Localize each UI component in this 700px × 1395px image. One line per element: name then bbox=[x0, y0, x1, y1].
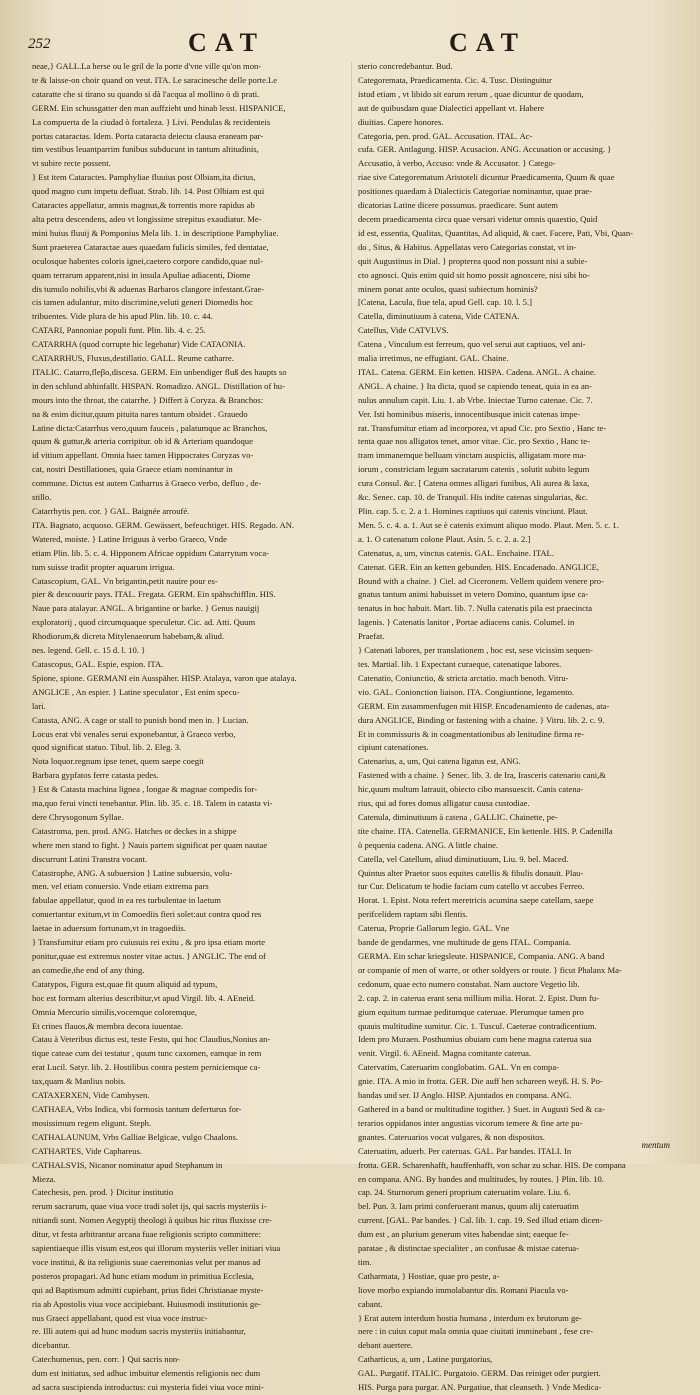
text-line: Catervatim, Cateruarim conglobatim. GAL. Vn en compa- bbox=[358, 1062, 560, 1073]
text-line: gnatus tantum animi habuisset in vetero Domino, quantum ipse ca- bbox=[358, 589, 589, 600]
text-line: gnie. ITA. A mio in frotta. GER. Die auff hen schareen weyß. H. S. Po- bbox=[358, 1076, 603, 1087]
text-line: posteros propagari. Ad hunc etiam modum in primitiua Ecclesia, bbox=[32, 1270, 254, 1281]
text-line: tax,quam & Manlius nobis. bbox=[32, 1076, 126, 1087]
text-line: tite chaine. ITA. Catenella. GERMANICE, Ein kettenle. HIS. P. Cadenilla bbox=[358, 825, 613, 836]
text-line: debant auertere. bbox=[358, 1340, 413, 1351]
text-line: pier & descouurir pays. ITAL. Fregata. GERM. Ein spähschifflin. HIS. bbox=[32, 589, 276, 600]
text-line: cabant. bbox=[358, 1298, 383, 1309]
text-line: Catascopium, GAL. Vn brigantin,petit nauire pour es- bbox=[32, 575, 218, 586]
text-line: nere : in cuius caput mala omnia quae ciuitati imminebant , fese cre- bbox=[358, 1326, 594, 1337]
text-line: riae sive Categorematum Aristoteli dicuntur Praedicamenta, Quum & quae bbox=[358, 172, 615, 183]
text-line: nus Graeci appellabant, quod est viua voce instruc- bbox=[32, 1312, 208, 1323]
text-line: nes. legend. Gell. c. 15 d. l. 10. } bbox=[32, 645, 146, 656]
text-line: tique cateae cum dei testatur , quum tunc caxomen, eamque in rem bbox=[32, 1048, 262, 1059]
text-line: cataratte che si tirano su quando si dà l'acqua al mollino ò di prati. bbox=[32, 88, 260, 99]
text-line: oculosque habentes coloris ignei,caetero corpore candido,quae nul- bbox=[32, 255, 263, 266]
text-line: Mieza. bbox=[32, 1173, 56, 1184]
text-line: Catella, diminutiuum à catena, Vide CATENA. bbox=[358, 311, 520, 322]
text-line: te & laisse-on choir quand on veut. ITA. Le saracinesche delle porte.Le bbox=[32, 74, 278, 85]
text-line: Catechumenus, pen. corr. } Qui sacris non- bbox=[32, 1354, 181, 1365]
text-line: frotta. GER. Scharenhafft, hauffenhafft, von schar zu schar. HIS. De compana bbox=[358, 1159, 626, 1170]
text-line: where men stand to fight. } Nauis partem significat per quam nautae bbox=[32, 839, 268, 850]
text-line: voce institui, & ita religionis suae caeremonias velut per manus ad bbox=[32, 1256, 261, 1267]
text-line: Men. 5. c. 4. a. 1. Aut se è catenis eximunt aliquo modo. Plaut. Men. 5. c. 1. bbox=[358, 519, 619, 530]
text-line: terarios oppidanos inter angustias vicorum temere & fine arte pu- bbox=[358, 1117, 583, 1128]
text-line: na & enim dicitur,quum pituita nares tantum obsidet . Grauedo bbox=[32, 408, 248, 419]
text-line: nitiandi sunt. Nomen Aegyptij theologi à quibus hic ritus fluxisse cre- bbox=[32, 1215, 272, 1226]
text-line: tes. Martial. lib. 1 Expectant curaeque, catenatique labores. bbox=[358, 658, 562, 669]
text-line: ma,quo ferui vincti tenebantur. Plin. lib. 35. c. 18. Talem in catasta vi- bbox=[32, 798, 273, 809]
text-line: ria ab Apostolis viua voce accipiebant. Huiusmodi institutionis ge- bbox=[32, 1298, 261, 1309]
text-line: Catella, vel Catellum, aliud diminutiuum, Liu. 9. bel. Maced. bbox=[358, 853, 569, 864]
text-line: ITALIC. Catarro,fleβo,discesa. GERM. Ein unbendiger fluß des haupts so bbox=[32, 366, 287, 377]
text-line: } Catenati labores, per translationem , hoc est, sese vicissim sequen- bbox=[358, 645, 593, 656]
text-line: conuertantur exitum,vt in Comoediis fieri solet:aut contra quod res bbox=[32, 909, 262, 920]
text-line: current. [GAL. Par bandes. } Cal. lib. 1. cap. 19. Sed illud etiam dicen- bbox=[358, 1215, 603, 1226]
text-line: CATARRHA (quod corrupte hic legebatur) Vide CATAONIA. bbox=[32, 339, 246, 350]
text-line: Catastrophe, ANG. A subuersion } Latine subuersio, volu- bbox=[32, 867, 233, 878]
text-line: tum suisse tradit propter aquarum irrigua. bbox=[32, 561, 175, 572]
text-line: [Catena, Lacula, fiue tela, apud Gell. cap. 10. l. 5.] bbox=[358, 297, 532, 308]
text-line: } Transfumitur etiam pro cuiusuis rei exitu , & pro ipsa etiam morte bbox=[32, 937, 266, 948]
text-line: Catascopus, GAL. Espie, espion. ITA. bbox=[32, 658, 164, 669]
text-line: Bound with a chaine. } Ciel. ad Ciceronem. Vellem quidem venere pro- bbox=[358, 575, 604, 586]
text-line: Nota loquor.regnum ipse tenet, quem saepe coegit bbox=[32, 756, 204, 767]
text-line: discurrunt Latini Transtra vocant. bbox=[32, 853, 148, 864]
text-line: CATHALAUNUM, Vrbs Galliae Belgicae, vulgo Chaalons. bbox=[32, 1131, 239, 1142]
text-line: } Erat autem interdum hostia humana , interdum ex brutorum ge- bbox=[358, 1312, 582, 1323]
text-line: tim. bbox=[358, 1256, 372, 1267]
text-line: bande de gendarmes, vne multitude de gens ITAL. Compania. bbox=[358, 937, 571, 948]
text-line: GERM. Ein zusammenfugen mit HISP. Encadenamiento de cadenas, ata- bbox=[358, 700, 610, 711]
text-line: Spione, spione. GERMANI ein Ausspäher. HISP. Atalaya, varon que atalaya. bbox=[32, 672, 297, 683]
text-line: quod magno cum impetu defluat. Strab. lib. 14. Post Olbiam est qui bbox=[32, 186, 265, 197]
text-line: dicatorias Latine dicere possumus. praedicare. Sunt autem bbox=[358, 200, 558, 211]
text-line: bel. Pun. 3. Iam primi conferuerant manus, quum alij cateruatim bbox=[358, 1201, 579, 1212]
text-line: GERM. Ein schussgatter den man auffzieht und hinab lesst. HISPANICE, bbox=[32, 102, 286, 113]
text-line: Idem pro Muraen. Posthumius obuiam cum bene magna caterua sua bbox=[358, 1034, 592, 1045]
text-line: } Est & Catasta machina lignea , longae & magnae compedis for- bbox=[32, 784, 257, 795]
text-line: etiam Plin. lib. 5. c. 4. Hipponem Africae oppidum Catarrytum voca- bbox=[32, 547, 269, 558]
text-line: dum est , an plurium generum vites habendae sint; eaeque fe- bbox=[358, 1229, 569, 1240]
text-line: hic,quum multum latrauit, obiecto cibo mansuescit. Canis catena- bbox=[358, 784, 584, 795]
text-line: cat, nostri Destillationes, quia Graece etiam nominantur in bbox=[32, 464, 233, 475]
text-line: Catau à Veteribus dictus est, teste Festo, qui hoc Claudius,Nonius an- bbox=[32, 1034, 271, 1045]
text-line: bandas und ser. IJ Anglo. HISP. Ajuntados en compana. ANG. bbox=[358, 1090, 572, 1101]
text-line: aut de quibusdam quae Dialectici appellant vt. Habere bbox=[358, 102, 545, 113]
text-line: Catenatio, Coniunctio, & stricta arctatio. mach benoth. Vitru- bbox=[358, 672, 569, 683]
text-line: tim vestibus leuantparrim funibus subducunt in tantum altitudinis, bbox=[32, 144, 259, 155]
text-line: istud etiam , vt libido sit earum rerum , quae dicuntur de quodam, bbox=[358, 88, 584, 99]
text-line: Praefat. bbox=[358, 631, 385, 642]
text-line: Catarrhytis pen. cor. } GAL. Baignée arroufé. bbox=[32, 506, 190, 516]
text-line: cis tamen adulantur, mito discrimine,veluti generi Diomedis hoc bbox=[32, 297, 253, 308]
text-line: tram immanemque belluam vinctam auspiciis, alligatam more ma- bbox=[358, 450, 587, 461]
text-line: dicebantur. bbox=[32, 1340, 70, 1351]
text-line: Catenula, diminutiuum à catena , GALLIC. Chainette, pe- bbox=[358, 811, 558, 822]
text-line: Quintus alter Praetor suos equites catellis & fibulis donauit. Plau- bbox=[358, 867, 584, 878]
text-line: tur Cur. Delicatum te hodie faciam cum catello vt accubes Ferreo. bbox=[358, 881, 585, 892]
text-line: neae,} GALL.La herse ou le gril de la porte d'vne ville qu'on mon- bbox=[32, 61, 262, 71]
text-line: Et in commissuris & in coagmentationibus ab lenitudine firma re- bbox=[358, 728, 585, 739]
text-line: in den schlund abhinfallt. HISPAN. Romadizo. ANGL. Distillation of hu- bbox=[32, 380, 285, 391]
text-line: CATAXERXEN, Vide Cambysen. bbox=[32, 1090, 150, 1101]
text-line: quauis multitudine sumitur. Cic. 1. Tuscul. Caeterae contradicentium. bbox=[358, 1020, 597, 1031]
text-line: gnantes. Cateruarios vocat vulgares, & non dispositos. bbox=[358, 1131, 545, 1142]
text-line: mini huius fluuij & Pomponius Mela lib. 1. in descriptione Pamphyliae. bbox=[32, 227, 279, 238]
text-line: 2. cap. 2. in caterua erant sena millium milia. Horat. 2. Epist. Dum fu- bbox=[358, 992, 600, 1003]
text-line: quum & guttur,& arteria corripitur. ob id & Arteriam quandoque bbox=[32, 436, 253, 447]
text-line: portas cataractas. Idem. Porta cataracta deiecta clausa eraneam par- bbox=[32, 130, 264, 141]
text-line: fabulae appellatur, quod in ea res turbulentae in laetum bbox=[32, 895, 221, 906]
text-line: Catellus, Vide CATVLVS. bbox=[358, 325, 449, 336]
text-line: dura ANGLICE, Binding or fastening with a chaine. } Vitru. lib. 2. c. 9. bbox=[358, 714, 605, 725]
text-line: malia irretimus, ne effugiant. GAL. Chaine. bbox=[358, 353, 509, 364]
text-line: cipiunt catenationes. bbox=[358, 742, 429, 753]
text-line: quod significat statuo. Tibul. lib. 2. Eleg. 3. bbox=[32, 742, 182, 753]
text-line: } Est item Cataractes. Pamphyliae fluuius post Olbiam,ita dictus, bbox=[32, 172, 256, 183]
text-line: paratae , & distinctae specialiter , an confusae & mistae caterua- bbox=[358, 1243, 579, 1254]
text-line: Catastroma, pen. prod. ANG. Hatches or deckes in a shippe bbox=[32, 825, 237, 836]
text-line: cto agnosci. Quis enim quid sit homo possit agnoscere, nisi sibi ho- bbox=[358, 269, 590, 280]
text-line: ITAL. Catena. GERM. Ein ketten. HISPA. Cadena. ANGL. A chaine. bbox=[358, 366, 596, 377]
text-line: nulus annulum capit. Liu. 1. ab Vrbe. Iniectae Turno catenae. Cic. 7. bbox=[358, 394, 593, 405]
left-column bbox=[32, 60, 346, 1393]
text-line: mosissimum regem eligunt. Steph. bbox=[32, 1117, 152, 1128]
text-line: quit Augustinus in Dial. } propterea quod non possunt nisi a subie- bbox=[358, 255, 588, 266]
text-line: Catharticus, a, um , Latine purgatorius, bbox=[358, 1354, 493, 1365]
text-line: Gathered in a band or multitudine togither. } Suet. in Augusti Sed & ca- bbox=[358, 1103, 605, 1114]
text-line: erat Lucil. Satyr. lib. 2. Hostilibus contra pestem perniciemque ca- bbox=[32, 1062, 261, 1073]
text-line: ad sacra suscipienda introductus: cui mysteria fidei viua voce mini- bbox=[32, 1382, 264, 1393]
text-line: re. Illi autem qui ad hunc modum sacris mysteriis initiabantur, bbox=[32, 1326, 246, 1337]
text-line: ITA. Bagnato, acquoso. GERM. Gewässert, befeuchtiget. HIS. Regado. AN. bbox=[32, 519, 295, 530]
text-line: rerum sacrarum, quae viua voce tradi solet ijs, qui sacris mysteriis i- bbox=[32, 1201, 267, 1212]
text-line: rius, qui ad fores domus alligatur causa custodiae. bbox=[358, 798, 530, 809]
text-line: Catatypos, Figura est,quae fit quum aliquid ad typum, bbox=[32, 978, 218, 989]
text-line: Ver. Isti hominibus miseris, innocentibusque inicit catenas impe- bbox=[358, 408, 581, 419]
text-line: positiones quaedam à Dialecticis Categoriae nominantur, quae prae- bbox=[358, 186, 592, 197]
text-line: Categoria, pen. prod. GAL. Accusation. ITAL. Ac- bbox=[358, 130, 533, 141]
text-line: perifcelidem raptam sibi flentis. bbox=[358, 909, 468, 920]
text-line: a. 1. O catenatum colone Plaut. Asin. 5. c. 2. a. 2.] bbox=[358, 533, 531, 544]
text-line: Categoremata, Praedicamenta. Cic. 4. Tusc. Distinguitur bbox=[358, 74, 552, 85]
text-line: cap. 24. Sturnorum generi proprium cateruatim volare. Liu. 6. bbox=[358, 1187, 571, 1198]
column-divider bbox=[351, 62, 352, 1128]
text-line: en compana. ANG. By bandes and multitudes, by routes. } Plin. lib. 10. bbox=[358, 1173, 604, 1184]
text-line: iorum , constrictam legum sacratarum catenis , solutit subito legum bbox=[358, 464, 590, 475]
text-line: or companie of men of warre, or other soldyers or route. } ficut Phalanx Ma- bbox=[358, 964, 622, 975]
text-line: La compuerta de la ciudad ò fortaleza. } Livi. Pendulas & recidenteis bbox=[32, 116, 271, 127]
text-line: ponitur,quae est extremus noster vitae actus. } ANGLIC. The end of bbox=[32, 951, 266, 961]
text-line: tenta quae nos alligatos tenet, amor vitae. Cic. pro Sextio , Hanc te- bbox=[358, 436, 590, 447]
page-header bbox=[28, 28, 676, 58]
text-line: CATHARTES, Vide Caphareus. bbox=[32, 1145, 143, 1156]
text-line: do , Situs, & Habitus. Appellatas vero Categorias constat, vt in- bbox=[358, 241, 577, 252]
text-line: ditur, vt festa arbitrantur arcana fuae religionis scripto committere: bbox=[32, 1229, 261, 1240]
text-line: Catena , Vinculum est ferreum, quo vel serui aut captiuos, vel ani- bbox=[358, 339, 586, 350]
text-line: venit. Virgil. 6. AEneid. Magna comitante caterua. bbox=[358, 1048, 532, 1059]
text-line: stillo. bbox=[32, 492, 52, 503]
text-line: men. vel etiam conuersio. Vnde etiam extrema pars bbox=[32, 881, 209, 892]
text-line: Horat. 1. Epist. Nota refert meretricis acumina saepe catellam, saepe bbox=[358, 895, 594, 906]
text-line: Sunt praeterea Cataractae aues quaedam fulicis similes, fed dentatae, bbox=[32, 241, 269, 252]
text-line: GAL. Purgatif. ITALIC. Purgatoio. GERM. Das reiniget oder purgiert. bbox=[358, 1368, 601, 1379]
text-line: ANGLICE , An espier. } Latine speculator , Est enim specu- bbox=[32, 686, 240, 697]
text-line: CATARRHUS, Fluxus,destillatio. GALL. Reume catharre. bbox=[32, 353, 234, 364]
text-line: Catenarius, a, um, Qui catena ligatus est, ANG. bbox=[358, 756, 521, 767]
text-line: CATARI, Pannoniae populi funt. Plin. lib. 4. c. 25. bbox=[32, 325, 206, 336]
text-line: Et crines flauos,& membra decora iuuentae. bbox=[32, 1020, 184, 1031]
text-line: Barbara gypfatos ferre catasta pedes. bbox=[32, 770, 159, 781]
text-line: gium equitum turmae peditumque cateruae. Plerumque tamen pro bbox=[358, 1006, 584, 1017]
text-line: id est, essentia, Qualitas, Quantitas, Ad aliquid, & caet. Facere, Pati, Vbi, Quan- bbox=[358, 227, 634, 238]
text-line: HIS. Purga para purgar. AN. Purgatiue, that cleanseth. } Vnde Medica- bbox=[358, 1382, 602, 1393]
text-line: Catenatus, a, um, vinctus catenis. GAL. Enchaine. ITAL. bbox=[358, 547, 554, 558]
text-line: GERMA. Ein schar kriegsleute. HISPANICE, Compania. ANG. A band bbox=[358, 951, 605, 961]
text-line: Accusatio, à verbo, Accuso: vnde & Accusator. } Catego- bbox=[358, 158, 556, 169]
text-line: lagenis. } Catenatis lanitor , Portae adiacens canis. Columel. in bbox=[358, 617, 575, 628]
text-line: Cateruatim, aduerb. Per cateruas. GAL. Par bandes. ITALI. In bbox=[358, 1145, 572, 1156]
text-line: CATHAEA, Vrbs Indica, vbi formosis tantum deferturus for- bbox=[32, 1103, 242, 1114]
text-line: quam terrarum apparent,nisi in insula Apuliae adiacenti, Diome bbox=[32, 269, 251, 280]
text-line: Catechesis, pen. prod. } Dicitur institutio bbox=[32, 1187, 174, 1198]
right-running-head: CAT bbox=[449, 28, 526, 57]
text-line: Latine dicta:Catarrhus vero,quum fauceis , palatumque ac Branchos, bbox=[32, 422, 268, 433]
text-line: Fastened with a chaine. } Senec. lib. 3. de Ira, Irasceris catenario cani,& bbox=[358, 770, 606, 781]
text-line: Cataractes appellatur, amnis magnus,& torrentis more rapidus ab bbox=[32, 200, 255, 211]
text-line: Caterua, Proprie Gallorum legio. GAL. Vne bbox=[358, 923, 510, 934]
text-line: laetae in aduersum fortunam,vt in tragoediis. bbox=[32, 923, 186, 934]
text-line: minem ponat ante oculos, quasi subiectum hominis? bbox=[358, 283, 538, 294]
text-line: cedonum, quae ecto numero constabat. Nam auctore Vegetio lib. bbox=[358, 978, 580, 989]
text-line: ANGL. A chaine. } Ita dicta, quod se capiendo teneat, quia in ea an- bbox=[358, 380, 592, 391]
text-line: ò pequenia cadena. ANG. A little chaine. bbox=[358, 839, 499, 850]
text-line: Catharmata, } Hostiae, quae pro peste, a- bbox=[358, 1270, 500, 1281]
text-line: &c. Senec. cap. 10. de Tranquil. His indite catenas singularias, &c. bbox=[358, 492, 588, 503]
text-line: alta petra descendens, adeo vt longissime strepitus exaudiatur. Me- bbox=[32, 213, 262, 224]
text-line: commune. Dictus est autem Catharrus à Graeco verbo, defluo , de- bbox=[32, 478, 262, 489]
page-number: 252 bbox=[28, 36, 51, 52]
text-line: vt subire recte possent. bbox=[32, 158, 111, 169]
text-line: exploratorij , quod circumquaque speculetur. Cic. ad. Atti. Quum bbox=[32, 617, 256, 628]
text-line: tribuentes. Vide plura de his apud Plin. lib. 10. c. 44. bbox=[32, 311, 213, 322]
text-line: dis tumulo nobilis,vbi & aduenas Barbaros clangore infestant.Grae- bbox=[32, 283, 265, 294]
text-line: mours into the throat, the catarrhe. } Differt à Coryza. & Branchos: bbox=[32, 394, 264, 405]
text-line: sterio concredebantur. Bud. bbox=[358, 61, 453, 71]
text-line: an comedie,the end of any thing. bbox=[32, 964, 145, 975]
text-line: vio. GAL. Conionction liaison. ITA. Congiuntione, legamento. bbox=[358, 686, 575, 697]
text-line: cufa. GER. Antlagung. HISP. Acusacion. ANG. Accusation or accusing. } bbox=[358, 144, 612, 155]
text-line: decem praedicamenta circa quae versari videtur omnis quaestio, Quid bbox=[358, 213, 598, 224]
text-line: Watered, moiste. } Latine Irriguus à verbo Graeco, Vnde bbox=[32, 533, 227, 544]
text-line: tenatus in hoc habuit. Mart. lib. 7. Nulla catenatis pila est praecincta bbox=[358, 603, 593, 614]
left-running-head: CAT bbox=[188, 28, 265, 57]
text-line: CATHALSVIS, Nicanor nominatur apud Stephanum in bbox=[32, 1159, 223, 1170]
text-line: qui ad Baptismum admitti cupiebant, prius fidei Christianae myste- bbox=[32, 1284, 264, 1295]
catchword: mentum bbox=[641, 1140, 670, 1150]
text-line: Plin. cap. 5. c. 2. a 1. Homines captiuos qui catenis vinciunt. Plaut. bbox=[358, 506, 588, 516]
text-line: Naue para atalayar. ANGL. A brigantine or barke. } Genus nauigij bbox=[32, 603, 260, 614]
text-line: rat. Transfumitur etiam ad incorporea, vt apud Cic. pro Sextio , Hanc te- bbox=[358, 422, 607, 433]
text-line: Catenat. GER. Ein an ketten gebunden. HIS. Encadenado. ANGLICE, bbox=[358, 561, 600, 572]
text-line: Rhodiorum,& dicreta Mitylenaeorum habebam,& aliud. bbox=[32, 631, 225, 642]
text-line: id vitium appellant. Omnia haec tamen Hippocrates Coryzas vo- bbox=[32, 450, 254, 461]
text-line: Catasta, ANG. A cage or stall to punish bond men in. } Lucian. bbox=[32, 714, 249, 725]
text-line: liove morbo expiando immolabantur dis. Romani Piacula vo- bbox=[358, 1284, 569, 1295]
text-line: sapientiaeque illis visum est,eos qui illorum mysteriis veller initiari viua bbox=[32, 1243, 281, 1254]
text-line: hoc est formam alterius describitur,vt apud Virgil. lib. 4. AEneid. bbox=[32, 992, 256, 1003]
text-line: diuitias. Capere honores. bbox=[358, 116, 444, 127]
text-line: lari. bbox=[32, 700, 46, 711]
text-line: dum est initiatus, sed adhuc imbuitur elementis religionis nec dum bbox=[32, 1368, 261, 1379]
text-line: Locus erat vbi venales serui exponebantur, à Graeco verbo, bbox=[32, 728, 236, 739]
text-line: Omnia Mercurio similis,vocemque coloremque, bbox=[32, 1006, 197, 1017]
text-line: cura Consul. &c. [ Catena omnes alligari funibus, Ali aurea & laxa, bbox=[358, 478, 590, 489]
text-line: dere Chrysogonum Syllae. bbox=[32, 811, 124, 822]
